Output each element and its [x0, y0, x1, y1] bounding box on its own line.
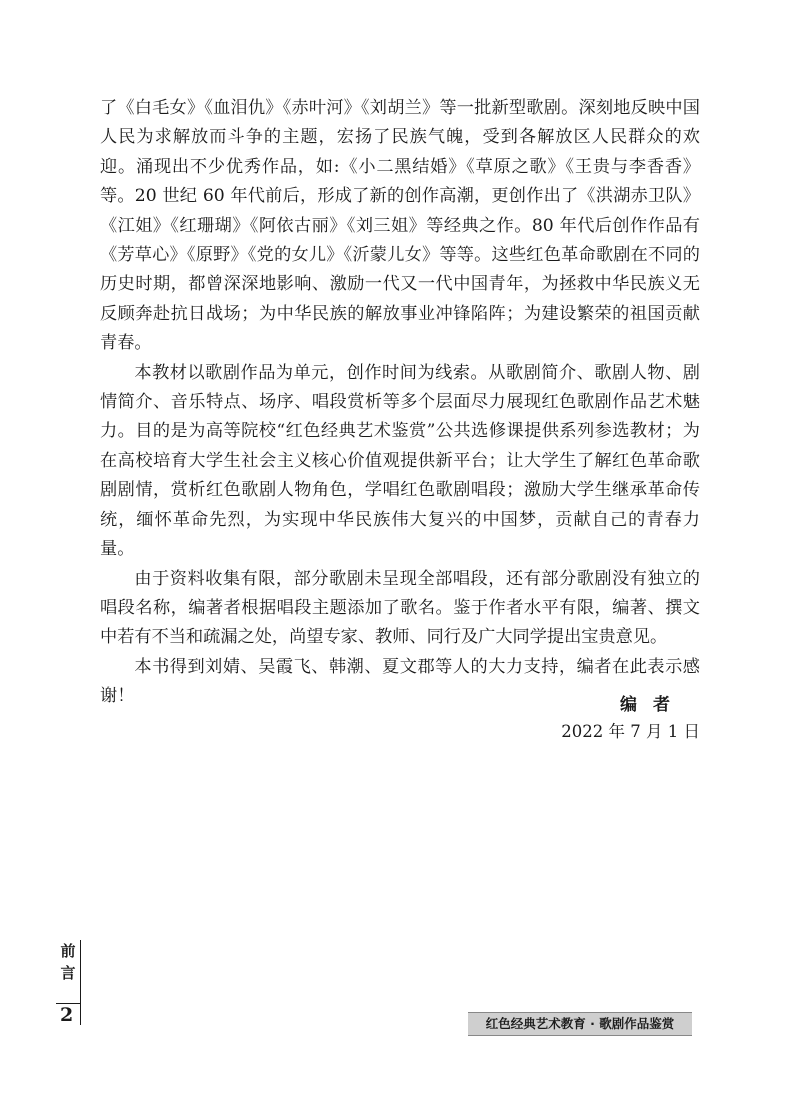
preface-date: 2022 年 7 月 1 日 [561, 722, 700, 741]
section-tab-char-2: 言 [60, 964, 76, 982]
section-tab-char-1: 前 [60, 942, 76, 960]
page-number: 2 [60, 1004, 74, 1026]
section-tab [56, 940, 80, 984]
paragraph-limitations: 由于资料收集有限，部分歌剧未呈现全部唱段，还有部分歌剧没有独立的唱段名称，编著者根据唱段主题添加了歌名。鉴于作者水平有限，编著、撰文中若有不当和疏漏之处，尚望专家、教师、同行及广大同学提出宝贵意见。 [100, 568, 700, 648]
author-signature: 编者 [620, 695, 686, 715]
preface-body [100, 94, 700, 712]
margin-vertical-rule [80, 940, 81, 1025]
paragraph-acknowledgements: 本书得到刘婧、吴霞飞、韩潮、夏文郡等人的大力支持，编者在此表示感谢！ [100, 656, 700, 707]
paragraph-textbook-purpose: 本教材以歌剧作品为单元，创作时间为线索。从歌剧简介、歌剧人物、剧情简介、音乐特点、场序、唱段赏析等多个层面尽力展现红色歌剧作品艺术魅力。目的是为高等院校“红色经典艺术鉴赏”公共选修课提供系列参选教材；为在高校培育大学生社会主义核心价值观提供新平台；让大学生了解红色革命歌剧剧情，赏析红色歌剧人物角色，学唱红色歌剧唱段；激励大学生继承革命传统，缅怀革命先烈，为实现中华民族伟大复兴的中国梦，贡献自己的青春力量。 [100, 362, 700, 560]
paragraph-continuation: 了《白毛女》《血泪仇》《赤叶河》《刘胡兰》等一批新型歌剧。深刻地反映中国人民为求解放而斗争的主题，宏扬了民族气魄，受到各解放区人民群众的欢迎。涌现出不少优秀作品，如:《小二黑结婚》《草原之歌》《王贵与李香香》等。20 世纪 60 年代前后，形成了新的创作高潮，更创作出了《洪湖赤卫队》《江姐》《红珊瑚》《阿依古丽》《刘三姐》等经典之作。80 年代后创作作品有《芳草心》《原野》《党的女儿》《沂蒙儿女》等等。这些红色革命歌剧在不同的历史时期，都曾深深地影响、激励一代又一代中国青年，为拯救中华民族义无反顾奔赴抗日战场；为中华民族的解放事业冲锋陷阵；为建设繁荣的祖国贡献青春。 [100, 98, 700, 354]
book-title-banner: 红色经典艺术教育 · 歌剧作品鉴赏 [468, 1012, 692, 1036]
